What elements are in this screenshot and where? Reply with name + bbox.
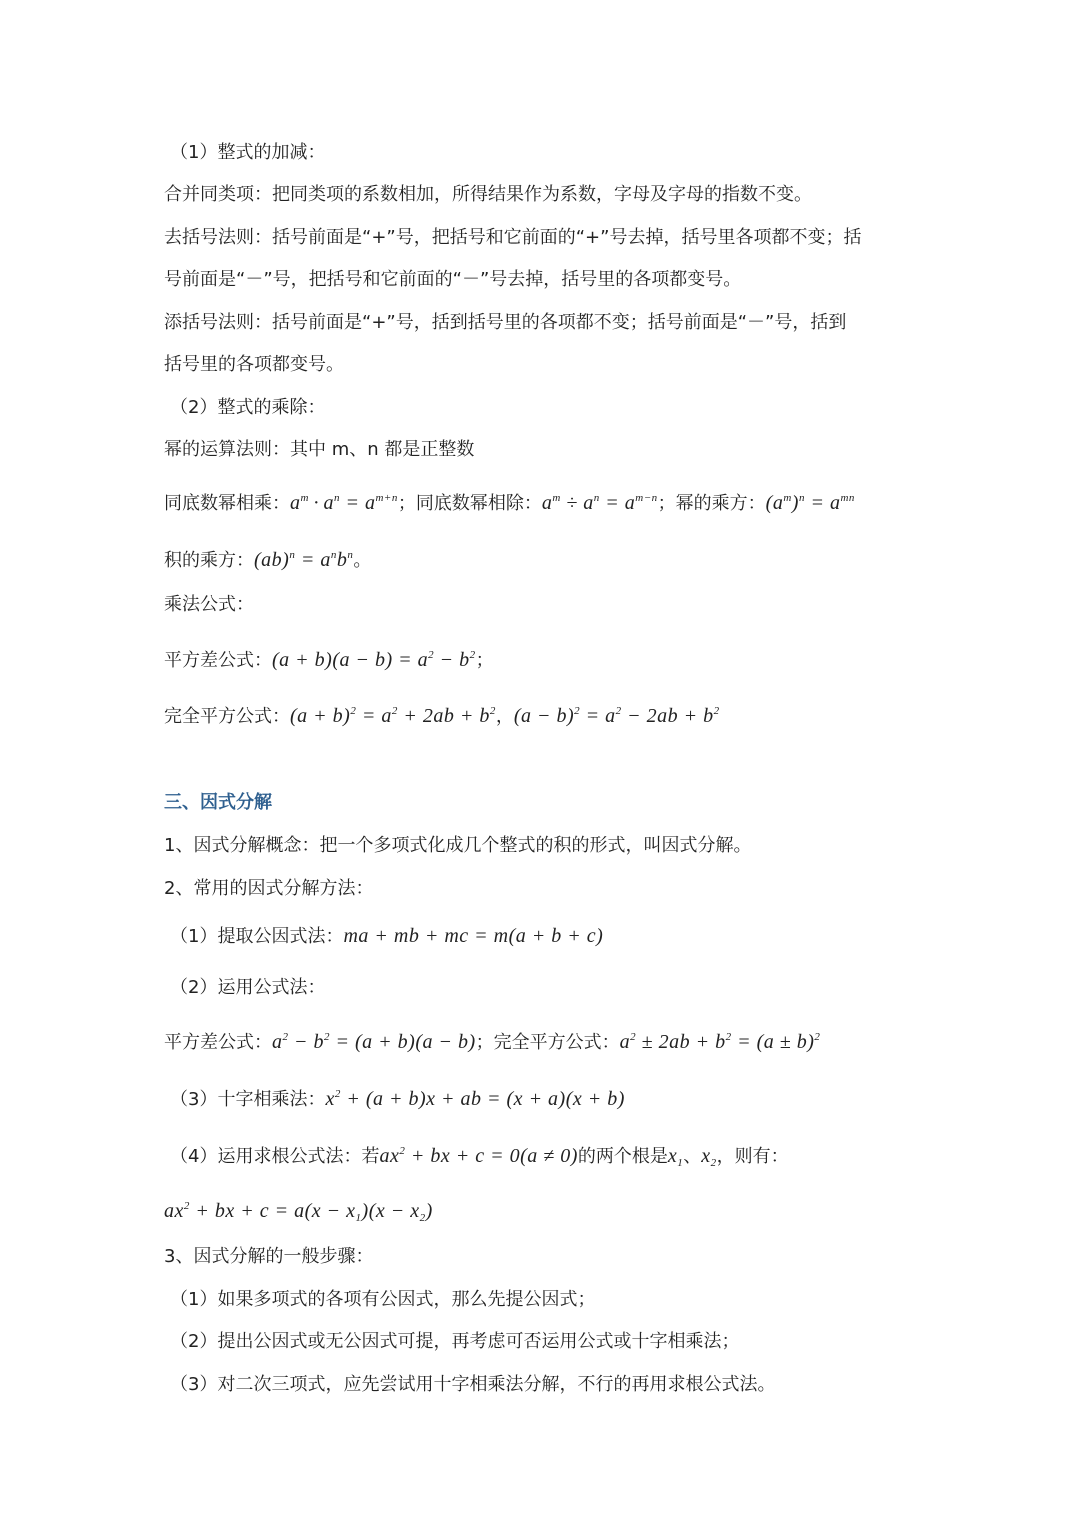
rule-add-brackets-line1: 添括号法则：括号前面是“+”号，括到括号里的各项都不变；括号前面是“－”号，括到 bbox=[164, 312, 847, 333]
cross-mult-label: （3）十字相乘法： bbox=[170, 1089, 326, 1110]
formula-product-power: $(ab)^n = a^nb^n$ bbox=[254, 549, 354, 571]
root-formula-label: （4）运用求根公式法：若 bbox=[170, 1146, 380, 1167]
formula-quadratic-condition: $ax^2$ + bx + c = 0(a ≠ 0) bbox=[379, 1145, 578, 1167]
formula-method-line bbox=[164, 1024, 930, 1056]
diff-squares-end: ； bbox=[475, 650, 494, 671]
root-formula-mid: 的两个根是 bbox=[577, 1146, 668, 1167]
formula-perfect-square-factor: $a^2 \pm 2ab + b^2 = (a \pm b)^2$ bbox=[619, 1031, 821, 1053]
formula-cross-mult: $x^2 + (a + b)x$ + ab = (x + a)(x + b) bbox=[325, 1088, 625, 1110]
diff-squares-line bbox=[164, 642, 930, 674]
common-factor-label: （1）提取公因式法： bbox=[170, 926, 344, 947]
common-factor-line bbox=[170, 923, 930, 950]
diff-squares-label-2: 平方差公式： bbox=[164, 1032, 272, 1053]
power-rules-line bbox=[164, 485, 930, 517]
cross-mult-line bbox=[170, 1081, 930, 1113]
root-formula-sep: 、 bbox=[683, 1146, 702, 1167]
product-power-line bbox=[164, 542, 930, 574]
formula-diff-squares-factor: $a^2 - b^2 = (a + b)(a - b)$ bbox=[272, 1031, 476, 1053]
root-formula-line bbox=[170, 1138, 930, 1176]
section-heading-factorization: 三、因式分解 bbox=[164, 792, 272, 813]
same-base-mult-label: 同底数幂相乘： bbox=[164, 493, 290, 514]
product-power-end: 。 bbox=[353, 550, 372, 571]
formula-root-x1: $x_1$ bbox=[667, 1145, 684, 1169]
formula-perfect-square-plus: $(a + b)^2 = a^2 + 2ab + b^2$ bbox=[290, 705, 496, 727]
methods-title: 2、常用的因式分解方法： bbox=[164, 878, 374, 899]
diff-squares-label: 平方差公式： bbox=[164, 650, 272, 671]
subsection-title-multiplication: （2）整式的乘除： bbox=[170, 397, 326, 418]
subsection-title-addition: （1）整式的加减： bbox=[170, 142, 326, 163]
step-1: （1）如果多项式的各项有公因式，那么先提公因式； bbox=[170, 1289, 596, 1310]
perfect-square-label-2: ；完全平方公式： bbox=[475, 1032, 620, 1053]
factorization-concept: 1、因式分解概念：把一个多项式化成几个整式的积的形式，叫因式分解。 bbox=[164, 835, 752, 856]
formula-root-factor: $ax^2$ + bx + $c = a(x - x_1)(x - x_2)$ bbox=[164, 1200, 433, 1224]
perfect-square-line bbox=[164, 698, 930, 730]
perfect-square-label: 完全平方公式： bbox=[164, 706, 290, 727]
steps-title: 3、因式分解的一般步骤： bbox=[164, 1246, 374, 1267]
use-formula-label: （2）运用公式法： bbox=[170, 977, 326, 998]
formula-perfect-square-minus: $(a - b)^2 = a^2 - 2ab + b^2$ bbox=[513, 705, 720, 727]
root-formula-end: ，则有： bbox=[716, 1146, 789, 1167]
rule-remove-brackets-line1: 去括号法则：括号前面是“+”号，把括号和它前面的“+”号去掉，括号里各项都不变；括 bbox=[164, 227, 862, 248]
step-2: （2）提出公因式或无公因式可提，再考虑可否运用公式或十字相乘法； bbox=[170, 1331, 740, 1352]
formula-same-base-mult: $a^m \cdot a^n = a^{m+n}$ bbox=[290, 492, 398, 514]
formula-power-of-power: $(a^m)^n = a^{mn}$ bbox=[765, 492, 855, 514]
formula-root-x2: $x_2$ bbox=[701, 1145, 717, 1169]
rule-remove-brackets-line2: 号前面是“－”号，把括号和它前面的“－”号去掉，括号里的各项都变号。 bbox=[164, 269, 742, 290]
step-3: （3）对二次三项式，应先尝试用十字相乘法分解，不行的再用求根公式法。 bbox=[170, 1374, 776, 1395]
same-base-div-label: ；同底数幂相除： bbox=[397, 493, 542, 514]
formula-diff-squares: $(a + b)(a - b) = a^2 - b^2$ bbox=[272, 649, 476, 671]
product-power-label: 积的乘方： bbox=[164, 550, 254, 571]
power-rules-intro: 幂的运算法则：其中 m、n 都是正整数 bbox=[164, 439, 475, 460]
perfect-square-sep: ， bbox=[495, 706, 514, 727]
formula-same-base-div: $a^m \div a^n = a^{m-n}$ bbox=[541, 492, 658, 514]
rule-add-brackets-line2: 括号里的各项都变号。 bbox=[164, 354, 344, 375]
rule-merge-like-terms: 合并同类项：把同类项的系数相加，所得结果作为系数，字母及字母的指数不变。 bbox=[164, 184, 812, 205]
root-factor-line bbox=[164, 1193, 930, 1231]
formula-common-factor: ma + mb + mc = m(a + b + c) bbox=[343, 925, 604, 947]
power-of-power-label: ；幂的乘方： bbox=[657, 493, 766, 514]
mult-formula-label: 乘法公式： bbox=[164, 594, 254, 615]
